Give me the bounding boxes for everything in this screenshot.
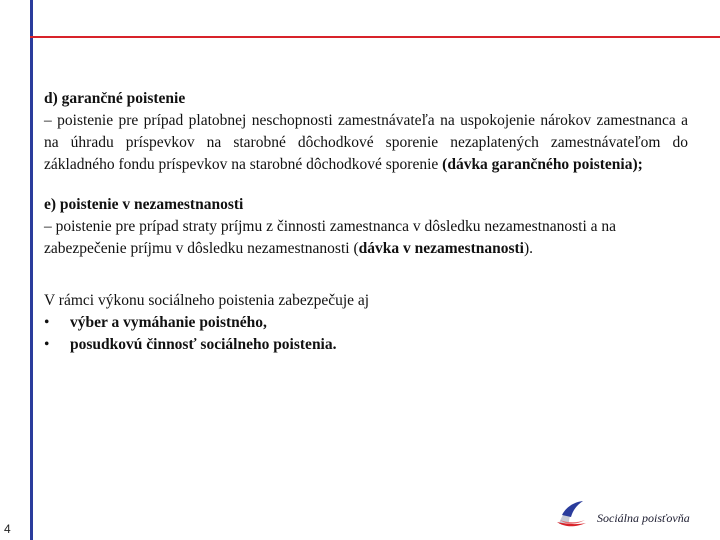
- socialna-poistovna-logo-icon: [552, 494, 590, 532]
- slide-content: [44, 88, 688, 356]
- section-d-paragraph: [44, 110, 688, 176]
- intro-text: V rámci výkonu sociálneho poistenia zabezpečuje aj: [44, 292, 370, 309]
- section-e-paragraph: [44, 216, 688, 260]
- bullet-item: [44, 312, 688, 334]
- section-e-heading: e) poistenie v nezamestnanosti: [44, 196, 244, 213]
- section-e-text: – poistenie pre prípad straty príjmu z činnosti zamestnanca v dôsledku nezamestnanosti a na zabezpečenie príjmu v dôsledku nezamestnanosti (: [44, 218, 617, 257]
- bullet-icon: •: [44, 336, 50, 353]
- section-d-benefit: (dávka garančného poistenia);: [442, 156, 643, 173]
- page-number: 4: [4, 522, 11, 536]
- bullet-icon: •: [44, 314, 50, 331]
- bullet-item: [44, 334, 688, 356]
- vertical-accent-line: [30, 0, 33, 540]
- horizontal-accent-line: [30, 36, 720, 38]
- section-d-heading: d) garančné poistenie: [44, 90, 186, 107]
- brand-name: Sociálna poisťovňa: [597, 511, 690, 525]
- section-e-benefit: dávka v nezamestnanosti: [358, 240, 524, 257]
- bullet-text: výber a vymáhanie poistného,: [70, 314, 267, 331]
- section-e-end: ).: [523, 240, 534, 257]
- bullet-text: posudkovú činnosť sociálneho poistenia.: [70, 336, 337, 353]
- section-d-text: – poistenie pre prípad platobnej neschopnosti zamestnávateľa na uspokojenie nárokov zamestnanca a na úhradu príspevkov na starobné dôchodkové sporenie nezaplatených zamestnávateľom do základného fondu príspevkov na starobné dôchodkové sporenie: [44, 112, 688, 173]
